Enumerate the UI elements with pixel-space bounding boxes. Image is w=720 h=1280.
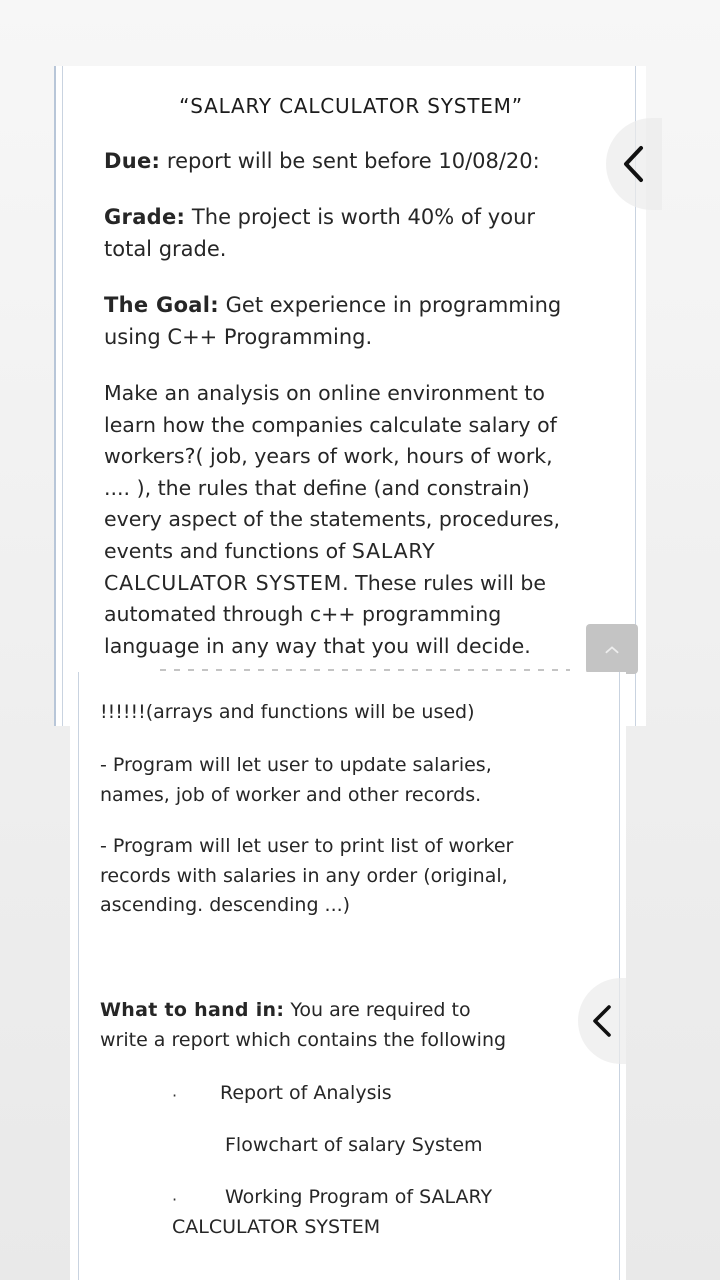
list-bullet: · [172,1086,178,1105]
grade-label: Grade: [104,205,186,229]
scroll-top-button[interactable] [586,624,638,674]
requirement-print: - Program will let user to print list of worker records with salaries in any order (original, ascending. descending ...) [100,835,514,916]
goal-text: Get experience in programming using C++ Programming. [104,293,562,349]
goal-paragraph [104,290,568,353]
goal-label: The Goal: [104,293,219,317]
chevron-left-icon [589,1001,615,1041]
cut-text-strip [160,665,570,675]
grade-paragraph [104,202,568,265]
list-item-report: Report of Analysis [220,1082,392,1104]
hand-in-label: What to hand in: [100,999,285,1021]
due-line [104,146,568,178]
document-title: “SALARY CALCULATOR SYSTEM” [179,94,523,118]
requirement-update: - Program will let user to update salaries, names, job of worker and other records. [100,754,492,806]
analysis-system-name: SALARY CALCULATOR SYSTEM [104,538,436,595]
analysis-text-1: Make an analysis on online environment to learn how the companies calculate salary of workers?( job, years of work, hours of work, .... ), the rules that define (and constrain) every aspect of the statements, procedures, events and functions of [104,381,561,563]
chevron-up-icon [605,645,619,654]
list-bullet: · [172,1190,178,1209]
due-text: report will be sent before 10/08/20: [160,149,540,173]
hand-in-text: You are required to write a report which contains the following [100,999,507,1051]
due-label: Due: [104,149,161,173]
analysis-text-2: . These rules will be automated through c++ programming language in any way that you will decide. [104,570,547,658]
chevron-left-icon [621,144,647,184]
analysis-paragraph [104,378,568,662]
hand-in-paragraph [100,996,520,1055]
grade-text: The project is worth 40% of your total grade. [104,205,536,261]
list-item-flowchart: Flowchart of salary System [225,1134,483,1156]
arrays-note: !!!!!!(arrays and functions will be used) [100,701,475,723]
list-item-program: Working Program of SALARY CALCULATOR SYSTEM [172,1186,493,1238]
